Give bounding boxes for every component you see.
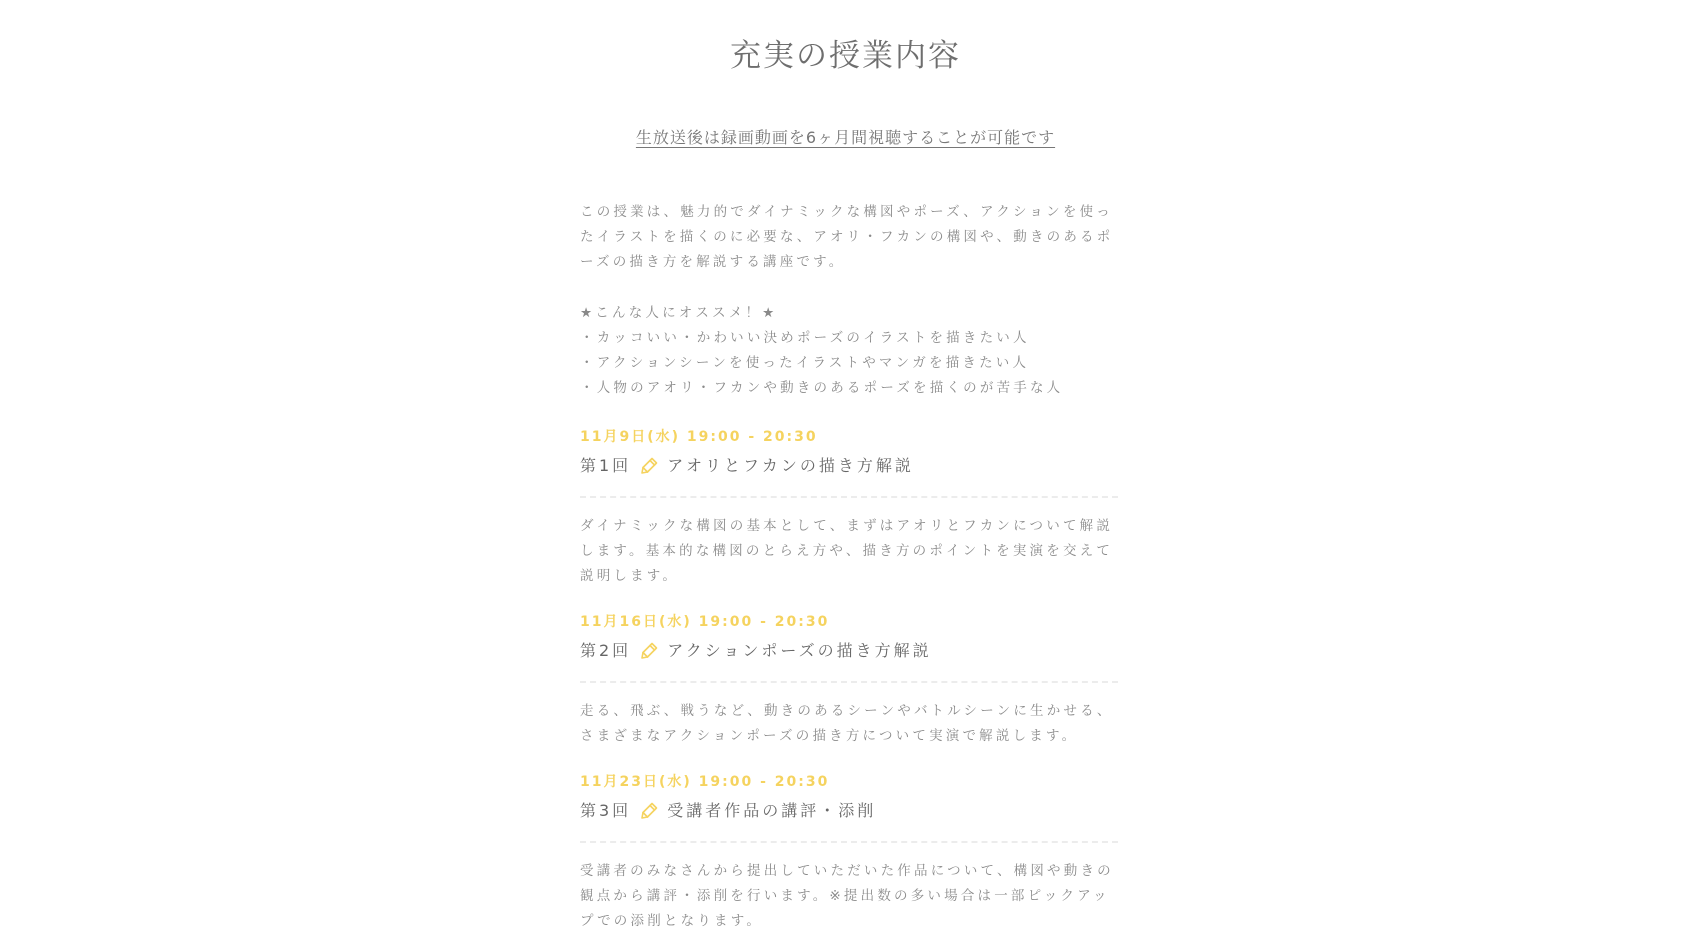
course-content	[580, 200, 1118, 934]
session-description: ダイナミックな構図の基本として、まずはアオリとフカンについて解説します。基本的な構図のとらえ方や、描き方のポイントを実演を交えて説明します。	[580, 518, 1114, 584]
session-heading	[580, 455, 1118, 477]
session-heading	[580, 800, 1118, 822]
recommend-item: ・アクションシーンを使ったイラストやマンガを描きたい人	[580, 355, 1030, 371]
session-number: 第1回	[580, 456, 632, 475]
dashed-divider	[580, 841, 1118, 843]
session-3	[580, 773, 1118, 934]
session-number: 第3回	[580, 801, 632, 820]
session-date: 11月16日(水) 19:00 - 20:30	[580, 614, 830, 630]
session-title: アオリとフカンの描き方解説	[667, 456, 914, 475]
pen-icon	[639, 641, 659, 661]
course-intro: この授業は、魅力的でダイナミックな構図やポーズ、アクションを使ったイラストを描くのに必要な、アオリ・フカンの構図や、動きのあるポーズの描き方を解説する講座です。	[580, 204, 1114, 270]
dashed-divider	[580, 496, 1118, 498]
session-heading	[580, 640, 1118, 662]
pen-icon	[639, 456, 659, 476]
session-date: 11月9日(水) 19:00 - 20:30	[580, 429, 818, 445]
session-date: 11月23日(水) 19:00 - 20:30	[580, 774, 830, 790]
session-1	[580, 428, 1118, 589]
page-title: 充実の授業内容	[730, 38, 961, 74]
recording-notice[interactable]	[0, 125, 1691, 148]
session-title: 受講者作品の講評・添削	[667, 801, 877, 820]
session-2	[580, 613, 1118, 749]
recommend-item: ・カッコいい・かわいい決めポーズのイラストを描きたい人	[580, 330, 1030, 346]
session-description: 受講者のみなさんから提出していただいた作品について、構図や動きの観点から講評・添削を行います。※提出数の多い場合は一部ピックアップでの添削となります。	[580, 863, 1114, 929]
recommend-item: ・人物のアオリ・フカンや動きのあるポーズを描くのが苦手な人	[580, 380, 1064, 396]
recommend-section	[580, 301, 1118, 401]
session-title: アクションポーズの描き方解説	[667, 641, 932, 660]
dashed-divider	[580, 681, 1118, 683]
recommend-heading: ★こんな人にオススメ！★	[580, 305, 778, 321]
session-number: 第2回	[580, 641, 632, 660]
pen-icon	[639, 801, 659, 821]
session-description: 走る、飛ぶ、戦うなど、動きのあるシーンやバトルシーンに生かせる、さまざまなアクションポーズの描き方について実演で解説します。	[580, 703, 1114, 744]
recording-notice-link[interactable]: 生放送後は録画動画を6ヶ月間視聴することが可能です	[635, 128, 1056, 147]
